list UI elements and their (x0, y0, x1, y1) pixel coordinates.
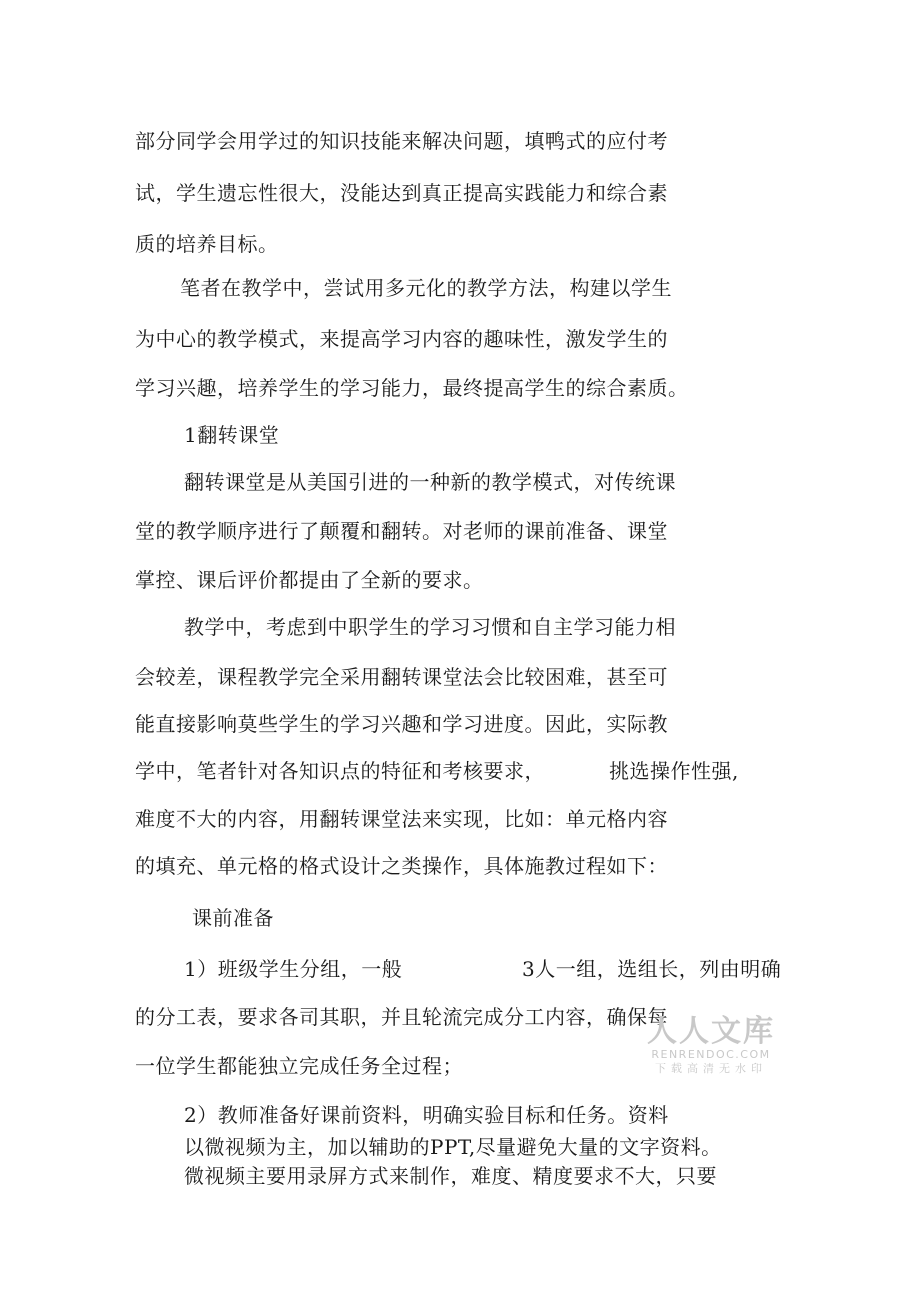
p1-line-3: 质的培养目标。 (135, 232, 279, 256)
p4-line-1: 教学中，考虑到中职学生的学习习惯和自主学习能力相 (184, 615, 676, 639)
p2-line-1: 笔者在教学中，尝试用多元化的教学方法，构建以学生 (180, 276, 672, 300)
item2-line-3: 微视频主要用录屏方式来制作，难度、精度要求不大，只要 (184, 1164, 717, 1188)
item2-line-1: 2）教师准备好课前资料，明确实验目标和任务。资料 (184, 1103, 669, 1127)
p4-line-3: 能直接影响莫些学生的学习兴趣和学习进度。因此，实际教 (135, 712, 668, 736)
watermark-url: RENRENDOC.COM (651, 1048, 771, 1061)
p2-line-2: 为中心的教学模式，来提高学习内容的趣味性，激发学生的 (135, 327, 668, 351)
item1-line-1-part-1: 1）班级学生分组，一般 (184, 957, 403, 981)
p4-line-4-part-2: 挑选操作性强, (609, 759, 739, 783)
watermark (646, 1016, 776, 1076)
p3-line-2: 堂的教学顺序进行了颠覆和翻转。对老师的课前准备、课堂 (135, 519, 668, 543)
p1-line-2: 试，学生遗忘性很大，没能达到真正提高实践能力和综合素 (135, 181, 668, 205)
section-heading-pre-class-prep: 课前准备 (192, 906, 274, 930)
item1-line-1-part-2: 3人一组，选组长，列由明确 (522, 957, 782, 981)
p4-line-4-part-1: 学中，笔者针对各知识点的特征和考核要求， (135, 759, 545, 783)
item1-line-2: 的分工表，要求各司其职，并且轮流完成分工内容，确保每 (135, 1005, 668, 1029)
p3-line-3: 掌控、课后评价都提由了全新的要求。 (135, 568, 484, 592)
section-heading-flipped-classroom: 1翻转课堂 (184, 423, 280, 447)
p4-line-2: 会较差，课程教学完全采用翻转课堂法会比较困难，甚至可 (135, 665, 668, 689)
p2-line-3: 学习兴趣，培养学生的学习能力，最终提高学生的综合素质。 (135, 376, 689, 400)
item2-line-2: 以微视频为主，加以辅助的PPT,尽量避免大量的文字资料。 (184, 1135, 722, 1159)
p3-line-1: 翻转课堂是从美国引进的一种新的教学模式，对传统课 (184, 470, 676, 494)
watermark-title: 人人文库 (647, 1014, 775, 1049)
p1-line-1: 部分同学会用学过的知识技能来解决问题，填鸭式的应付考 (135, 129, 668, 153)
watermark-subtitle: 下载高清无水印 (655, 1062, 767, 1075)
p4-line-6: 的填充、单元格的格式设计之类操作，具体施教过程如下： (135, 854, 668, 878)
p4-line-5: 难度不大的内容，用翻转课堂法来实现，比如：单元格内容 (135, 807, 668, 831)
item1-line-3: 一位学生都能独立完成任务全过程； (135, 1054, 463, 1078)
